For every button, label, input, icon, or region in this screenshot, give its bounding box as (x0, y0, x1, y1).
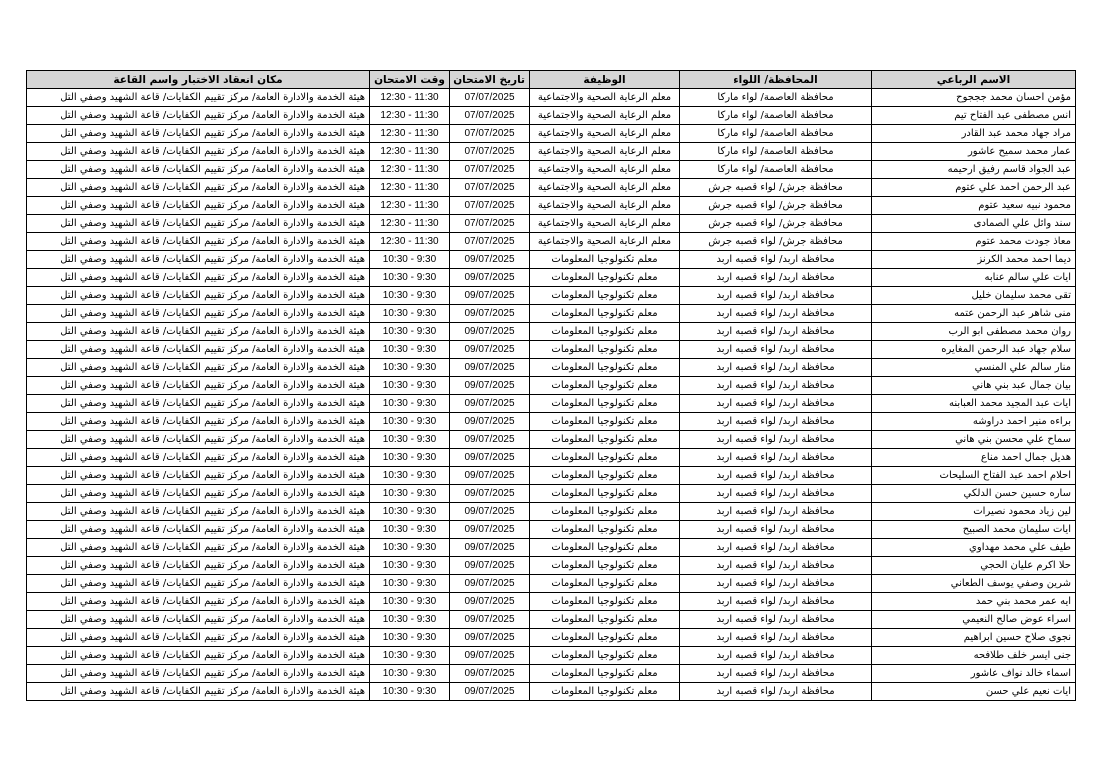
table-row (27, 557, 1076, 575)
cell-date: 07/07/2025 (450, 89, 530, 107)
cell-place: هيئة الخدمة والادارة العامة/ مركز تقييم الكفايات/ قاعة الشهيد وصفي التل (27, 431, 370, 449)
cell-governorate: محافظة اربد/ لواء قصبه اربد (680, 431, 872, 449)
cell-governorate: محافظة جرش/ لواء قصبه جرش (680, 179, 872, 197)
cell-place: هيئة الخدمة والادارة العامة/ مركز تقييم الكفايات/ قاعة الشهيد وصفي التل (27, 467, 370, 485)
cell-time: 11:30 - 12:30 (370, 233, 450, 251)
cell-time: 9:30 - 10:30 (370, 575, 450, 593)
cell-governorate: محافظة اربد/ لواء قصبه اربد (680, 449, 872, 467)
cell-name: ايات سليمان محمد الصبيح (872, 521, 1076, 539)
cell-date: 09/07/2025 (450, 395, 530, 413)
cell-date: 09/07/2025 (450, 647, 530, 665)
table-row (27, 395, 1076, 413)
table-header-row (27, 71, 1076, 89)
cell-name: مؤمن احسان محمد جججوح (872, 89, 1076, 107)
cell-name: سند وائل علي الصمادى (872, 215, 1076, 233)
cell-name: عبد الرحمن احمد علي عتوم (872, 179, 1076, 197)
cell-job: معلم الرعاية الصحية والاجتماعية (530, 197, 680, 215)
cell-governorate: محافظة العاصمة/ لواء ماركا (680, 143, 872, 161)
cell-date: 07/07/2025 (450, 107, 530, 125)
table-row (27, 287, 1076, 305)
cell-time: 9:30 - 10:30 (370, 269, 450, 287)
cell-time: 9:30 - 10:30 (370, 521, 450, 539)
cell-governorate: محافظة جرش/ لواء قصبه جرش (680, 197, 872, 215)
cell-date: 09/07/2025 (450, 683, 530, 701)
cell-name: ايات علي سالم عنابه (872, 269, 1076, 287)
cell-date: 09/07/2025 (450, 557, 530, 575)
cell-place: هيئة الخدمة والادارة العامة/ مركز تقييم الكفايات/ قاعة الشهيد وصفي التل (27, 395, 370, 413)
cell-place: هيئة الخدمة والادارة العامة/ مركز تقييم الكفايات/ قاعة الشهيد وصفي التل (27, 359, 370, 377)
cell-time: 9:30 - 10:30 (370, 647, 450, 665)
cell-place: هيئة الخدمة والادارة العامة/ مركز تقييم الكفايات/ قاعة الشهيد وصفي التل (27, 89, 370, 107)
cell-governorate: محافظة اربد/ لواء قصبه اربد (680, 341, 872, 359)
cell-name: سلام جهاد عبد الرحمن المغايره (872, 341, 1076, 359)
header-place: مكان انعقاد الاختبار واسم القاعة (27, 71, 370, 89)
cell-time: 9:30 - 10:30 (370, 431, 450, 449)
cell-time: 11:30 - 12:30 (370, 107, 450, 125)
table-row (27, 377, 1076, 395)
cell-place: هيئة الخدمة والادارة العامة/ مركز تقييم الكفايات/ قاعة الشهيد وصفي التل (27, 179, 370, 197)
cell-date: 09/07/2025 (450, 629, 530, 647)
cell-name: ساره حسين حسن الدلكي (872, 485, 1076, 503)
cell-time: 9:30 - 10:30 (370, 395, 450, 413)
cell-governorate: محافظة اربد/ لواء قصبه اربد (680, 503, 872, 521)
cell-time: 9:30 - 10:30 (370, 287, 450, 305)
table-row (27, 683, 1076, 701)
cell-name: معاذ جودت محمد عتوم (872, 233, 1076, 251)
cell-time: 9:30 - 10:30 (370, 467, 450, 485)
cell-place: هيئة الخدمة والادارة العامة/ مركز تقييم الكفايات/ قاعة الشهيد وصفي التل (27, 233, 370, 251)
cell-time: 9:30 - 10:30 (370, 503, 450, 521)
cell-job: معلم تكنولوجيا المعلومات (530, 431, 680, 449)
cell-date: 07/07/2025 (450, 125, 530, 143)
cell-governorate: محافظة اربد/ لواء قصبه اربد (680, 269, 872, 287)
cell-time: 9:30 - 10:30 (370, 413, 450, 431)
table-row (27, 197, 1076, 215)
cell-name: لين زياد محمود نصيرات (872, 503, 1076, 521)
table-row (27, 521, 1076, 539)
cell-date: 07/07/2025 (450, 143, 530, 161)
table-row (27, 89, 1076, 107)
cell-name: انس مصطفى عبد الفتاح تيم (872, 107, 1076, 125)
table-row (27, 629, 1076, 647)
cell-place: هيئة الخدمة والادارة العامة/ مركز تقييم الكفايات/ قاعة الشهيد وصفي التل (27, 287, 370, 305)
cell-place: هيئة الخدمة والادارة العامة/ مركز تقييم الكفايات/ قاعة الشهيد وصفي التل (27, 593, 370, 611)
cell-date: 09/07/2025 (450, 431, 530, 449)
cell-governorate: محافظة اربد/ لواء قصبه اربد (680, 611, 872, 629)
table-row (27, 305, 1076, 323)
cell-job: معلم تكنولوجيا المعلومات (530, 269, 680, 287)
cell-time: 9:30 - 10:30 (370, 683, 450, 701)
cell-date: 09/07/2025 (450, 485, 530, 503)
cell-governorate: محافظة اربد/ لواء قصبه اربد (680, 683, 872, 701)
cell-job: معلم تكنولوجيا المعلومات (530, 251, 680, 269)
cell-place: هيئة الخدمة والادارة العامة/ مركز تقييم الكفايات/ قاعة الشهيد وصفي التل (27, 269, 370, 287)
cell-governorate: محافظة اربد/ لواء قصبه اربد (680, 665, 872, 683)
cell-place: هيئة الخدمة والادارة العامة/ مركز تقييم الكفايات/ قاعة الشهيد وصفي التل (27, 503, 370, 521)
cell-name: محمود نبيه سعيد عتوم (872, 197, 1076, 215)
cell-job: معلم تكنولوجيا المعلومات (530, 503, 680, 521)
cell-date: 09/07/2025 (450, 323, 530, 341)
table-row (27, 593, 1076, 611)
table-row (27, 161, 1076, 179)
cell-governorate: محافظة اربد/ لواء قصبه اربد (680, 305, 872, 323)
cell-job: معلم تكنولوجيا المعلومات (530, 395, 680, 413)
table-row (27, 215, 1076, 233)
cell-name: تقى محمد سليمان خليل (872, 287, 1076, 305)
cell-name: مراد جهاد محمد عبد القادر (872, 125, 1076, 143)
cell-place: هيئة الخدمة والادارة العامة/ مركز تقييم الكفايات/ قاعة الشهيد وصفي التل (27, 413, 370, 431)
cell-place: هيئة الخدمة والادارة العامة/ مركز تقييم الكفايات/ قاعة الشهيد وصفي التل (27, 611, 370, 629)
cell-place: هيئة الخدمة والادارة العامة/ مركز تقييم الكفايات/ قاعة الشهيد وصفي التل (27, 557, 370, 575)
table-row (27, 359, 1076, 377)
cell-governorate: محافظة اربد/ لواء قصبه اربد (680, 629, 872, 647)
cell-job: معلم تكنولوجيا المعلومات (530, 359, 680, 377)
cell-job: معلم تكنولوجيا المعلومات (530, 593, 680, 611)
cell-governorate: محافظة اربد/ لواء قصبه اربد (680, 413, 872, 431)
cell-time: 9:30 - 10:30 (370, 485, 450, 503)
cell-time: 9:30 - 10:30 (370, 377, 450, 395)
cell-place: هيئة الخدمة والادارة العامة/ مركز تقييم الكفايات/ قاعة الشهيد وصفي التل (27, 125, 370, 143)
cell-governorate: محافظة اربد/ لواء قصبه اربد (680, 521, 872, 539)
table-row (27, 107, 1076, 125)
cell-time: 9:30 - 10:30 (370, 359, 450, 377)
cell-governorate: محافظة اربد/ لواء قصبه اربد (680, 377, 872, 395)
cell-time: 9:30 - 10:30 (370, 665, 450, 683)
table-row (27, 665, 1076, 683)
table-row (27, 467, 1076, 485)
cell-time: 9:30 - 10:30 (370, 341, 450, 359)
cell-job: معلم الرعاية الصحية والاجتماعية (530, 233, 680, 251)
header-governorate: المحافظة/ اللواء (680, 71, 872, 89)
cell-job: معلم تكنولوجيا المعلومات (530, 521, 680, 539)
cell-place: هيئة الخدمة والادارة العامة/ مركز تقييم الكفايات/ قاعة الشهيد وصفي التل (27, 629, 370, 647)
cell-name: هديل جمال احمد مناع (872, 449, 1076, 467)
cell-job: معلم الرعاية الصحية والاجتماعية (530, 107, 680, 125)
table-row (27, 143, 1076, 161)
table-row (27, 413, 1076, 431)
table-row (27, 485, 1076, 503)
cell-name: اسراء عوض صالح النعيمي (872, 611, 1076, 629)
cell-job: معلم تكنولوجيا المعلومات (530, 467, 680, 485)
cell-date: 09/07/2025 (450, 575, 530, 593)
cell-date: 09/07/2025 (450, 251, 530, 269)
cell-date: 09/07/2025 (450, 665, 530, 683)
cell-name: شرين وصفي يوسف الطعاني (872, 575, 1076, 593)
table-row (27, 611, 1076, 629)
cell-place: هيئة الخدمة والادارة العامة/ مركز تقييم الكفايات/ قاعة الشهيد وصفي التل (27, 521, 370, 539)
cell-place: هيئة الخدمة والادارة العامة/ مركز تقييم الكفايات/ قاعة الشهيد وصفي التل (27, 485, 370, 503)
cell-name: روان محمد مصطفى ابو الرب (872, 323, 1076, 341)
cell-time: 9:30 - 10:30 (370, 251, 450, 269)
cell-time: 11:30 - 12:30 (370, 143, 450, 161)
cell-job: معلم تكنولوجيا المعلومات (530, 413, 680, 431)
cell-date: 09/07/2025 (450, 521, 530, 539)
cell-name: ايه عمر محمد بني حمد (872, 593, 1076, 611)
table-row (27, 431, 1076, 449)
cell-date: 09/07/2025 (450, 287, 530, 305)
cell-name: براءه منير احمد دراوشه (872, 413, 1076, 431)
cell-governorate: محافظة اربد/ لواء قصبه اربد (680, 485, 872, 503)
cell-name: عمار محمد سميح عاشور (872, 143, 1076, 161)
cell-place: هيئة الخدمة والادارة العامة/ مركز تقييم الكفايات/ قاعة الشهيد وصفي التل (27, 143, 370, 161)
header-name: الاسم الرباعي (872, 71, 1076, 89)
cell-place: هيئة الخدمة والادارة العامة/ مركز تقييم الكفايات/ قاعة الشهيد وصفي التل (27, 539, 370, 557)
cell-time: 9:30 - 10:30 (370, 539, 450, 557)
cell-time: 11:30 - 12:30 (370, 179, 450, 197)
cell-name: طيف علي محمد مهداوي (872, 539, 1076, 557)
cell-name: سماح علي محسن بني هاني (872, 431, 1076, 449)
cell-date: 09/07/2025 (450, 467, 530, 485)
table-row (27, 341, 1076, 359)
cell-governorate: محافظة اربد/ لواء قصبه اربد (680, 359, 872, 377)
cell-date: 09/07/2025 (450, 593, 530, 611)
cell-governorate: محافظة اربد/ لواء قصبه اربد (680, 395, 872, 413)
cell-place: هيئة الخدمة والادارة العامة/ مركز تقييم الكفايات/ قاعة الشهيد وصفي التل (27, 341, 370, 359)
cell-place: هيئة الخدمة والادارة العامة/ مركز تقييم الكفايات/ قاعة الشهيد وصفي التل (27, 197, 370, 215)
cell-job: معلم تكنولوجيا المعلومات (530, 647, 680, 665)
cell-governorate: محافظة اربد/ لواء قصبه اربد (680, 539, 872, 557)
cell-date: 09/07/2025 (450, 503, 530, 521)
header-time: وقت الامتحان (370, 71, 450, 89)
cell-place: هيئة الخدمة والادارة العامة/ مركز تقييم الكفايات/ قاعة الشهيد وصفي التل (27, 683, 370, 701)
cell-job: معلم تكنولوجيا المعلومات (530, 449, 680, 467)
cell-time: 11:30 - 12:30 (370, 89, 450, 107)
cell-place: هيئة الخدمة والادارة العامة/ مركز تقييم الكفايات/ قاعة الشهيد وصفي التل (27, 215, 370, 233)
cell-date: 07/07/2025 (450, 197, 530, 215)
cell-time: 11:30 - 12:30 (370, 161, 450, 179)
cell-governorate: محافظة اربد/ لواء قصبه اربد (680, 575, 872, 593)
cell-name: احلام احمد عبد الفتاح السليحات (872, 467, 1076, 485)
table-row (27, 647, 1076, 665)
cell-place: هيئة الخدمة والادارة العامة/ مركز تقييم الكفايات/ قاعة الشهيد وصفي التل (27, 377, 370, 395)
cell-time: 9:30 - 10:30 (370, 629, 450, 647)
cell-name: جنى ايسر خلف طلافحه (872, 647, 1076, 665)
cell-job: معلم الرعاية الصحية والاجتماعية (530, 143, 680, 161)
cell-job: معلم الرعاية الصحية والاجتماعية (530, 215, 680, 233)
exam-schedule-table (26, 70, 1076, 701)
cell-name: ديما احمد محمد الكرنز (872, 251, 1076, 269)
table-row (27, 503, 1076, 521)
cell-job: معلم تكنولوجيا المعلومات (530, 539, 680, 557)
cell-time: 9:30 - 10:30 (370, 323, 450, 341)
cell-governorate: محافظة اربد/ لواء قصبه اربد (680, 323, 872, 341)
table-row (27, 539, 1076, 557)
cell-name: حلا اكرم عليان الحجي (872, 557, 1076, 575)
header-date: تاريخ الامتحان (450, 71, 530, 89)
table-row (27, 233, 1076, 251)
cell-job: معلم تكنولوجيا المعلومات (530, 377, 680, 395)
table-row (27, 575, 1076, 593)
cell-governorate: محافظة العاصمة/ لواء ماركا (680, 161, 872, 179)
cell-job: معلم الرعاية الصحية والاجتماعية (530, 179, 680, 197)
cell-time: 11:30 - 12:30 (370, 215, 450, 233)
cell-date: 09/07/2025 (450, 341, 530, 359)
cell-date: 09/07/2025 (450, 305, 530, 323)
cell-name: منار سالم علي المنسي (872, 359, 1076, 377)
cell-place: هيئة الخدمة والادارة العامة/ مركز تقييم الكفايات/ قاعة الشهيد وصفي التل (27, 449, 370, 467)
cell-time: 11:30 - 12:30 (370, 197, 450, 215)
cell-date: 07/07/2025 (450, 233, 530, 251)
cell-date: 07/07/2025 (450, 179, 530, 197)
cell-name: ايات عبد المجيد محمد العبابنه (872, 395, 1076, 413)
cell-date: 09/07/2025 (450, 269, 530, 287)
cell-name: اسماء خالد نواف عاشور (872, 665, 1076, 683)
cell-place: هيئة الخدمة والادارة العامة/ مركز تقييم الكفايات/ قاعة الشهيد وصفي التل (27, 107, 370, 125)
cell-job: معلم الرعاية الصحية والاجتماعية (530, 161, 680, 179)
cell-date: 07/07/2025 (450, 215, 530, 233)
cell-job: معلم تكنولوجيا المعلومات (530, 629, 680, 647)
cell-governorate: محافظة جرش/ لواء قصبه جرش (680, 233, 872, 251)
cell-job: معلم تكنولوجيا المعلومات (530, 341, 680, 359)
cell-governorate: محافظة جرش/ لواء قصبه جرش (680, 215, 872, 233)
header-job: الوظيفة (530, 71, 680, 89)
cell-time: 9:30 - 10:30 (370, 449, 450, 467)
cell-date: 09/07/2025 (450, 611, 530, 629)
cell-date: 09/07/2025 (450, 449, 530, 467)
cell-place: هيئة الخدمة والادارة العامة/ مركز تقييم الكفايات/ قاعة الشهيد وصفي التل (27, 323, 370, 341)
cell-governorate: محافظة العاصمة/ لواء ماركا (680, 107, 872, 125)
cell-job: معلم تكنولوجيا المعلومات (530, 683, 680, 701)
cell-governorate: محافظة اربد/ لواء قصبه اربد (680, 251, 872, 269)
cell-name: بيان جمال عبد بني هاني (872, 377, 1076, 395)
table-row (27, 269, 1076, 287)
cell-job: معلم تكنولوجيا المعلومات (530, 305, 680, 323)
cell-governorate: محافظة اربد/ لواء قصبه اربد (680, 467, 872, 485)
cell-job: معلم تكنولوجيا المعلومات (530, 287, 680, 305)
cell-place: هيئة الخدمة والادارة العامة/ مركز تقييم الكفايات/ قاعة الشهيد وصفي التل (27, 161, 370, 179)
table-row (27, 323, 1076, 341)
cell-name: ايات نعيم علي حسن (872, 683, 1076, 701)
cell-place: هيئة الخدمة والادارة العامة/ مركز تقييم الكفايات/ قاعة الشهيد وصفي التل (27, 305, 370, 323)
table-row (27, 179, 1076, 197)
cell-time: 11:30 - 12:30 (370, 125, 450, 143)
cell-governorate: محافظة اربد/ لواء قصبه اربد (680, 557, 872, 575)
cell-date: 09/07/2025 (450, 539, 530, 557)
cell-job: معلم تكنولوجيا المعلومات (530, 323, 680, 341)
cell-governorate: محافظة اربد/ لواء قصبه اربد (680, 287, 872, 305)
cell-time: 9:30 - 10:30 (370, 593, 450, 611)
cell-date: 09/07/2025 (450, 377, 530, 395)
cell-time: 9:30 - 10:30 (370, 305, 450, 323)
cell-place: هيئة الخدمة والادارة العامة/ مركز تقييم الكفايات/ قاعة الشهيد وصفي التل (27, 575, 370, 593)
cell-date: 09/07/2025 (450, 359, 530, 377)
cell-name: نجوى صلاح حسين ابراهيم (872, 629, 1076, 647)
cell-time: 9:30 - 10:30 (370, 557, 450, 575)
cell-job: معلم الرعاية الصحية والاجتماعية (530, 125, 680, 143)
cell-job: معلم تكنولوجيا المعلومات (530, 485, 680, 503)
cell-governorate: محافظة العاصمة/ لواء ماركا (680, 89, 872, 107)
cell-date: 09/07/2025 (450, 413, 530, 431)
cell-governorate: محافظة اربد/ لواء قصبه اربد (680, 647, 872, 665)
cell-job: معلم الرعاية الصحية والاجتماعية (530, 89, 680, 107)
cell-job: معلم تكنولوجيا المعلومات (530, 575, 680, 593)
cell-date: 07/07/2025 (450, 161, 530, 179)
table-row (27, 251, 1076, 269)
cell-place: هيئة الخدمة والادارة العامة/ مركز تقييم الكفايات/ قاعة الشهيد وصفي التل (27, 665, 370, 683)
cell-governorate: محافظة اربد/ لواء قصبه اربد (680, 593, 872, 611)
cell-place: هيئة الخدمة والادارة العامة/ مركز تقييم الكفايات/ قاعة الشهيد وصفي التل (27, 251, 370, 269)
table-row (27, 449, 1076, 467)
cell-job: معلم تكنولوجيا المعلومات (530, 611, 680, 629)
cell-place: هيئة الخدمة والادارة العامة/ مركز تقييم الكفايات/ قاعة الشهيد وصفي التل (27, 647, 370, 665)
cell-time: 9:30 - 10:30 (370, 611, 450, 629)
cell-governorate: محافظة العاصمة/ لواء ماركا (680, 125, 872, 143)
cell-name: منى شاهر عبد الرحمن عتمه (872, 305, 1076, 323)
table-row (27, 125, 1076, 143)
cell-job: معلم تكنولوجيا المعلومات (530, 665, 680, 683)
cell-job: معلم تكنولوجيا المعلومات (530, 557, 680, 575)
cell-name: عبد الجواد قاسم رفيق ارحيمه (872, 161, 1076, 179)
